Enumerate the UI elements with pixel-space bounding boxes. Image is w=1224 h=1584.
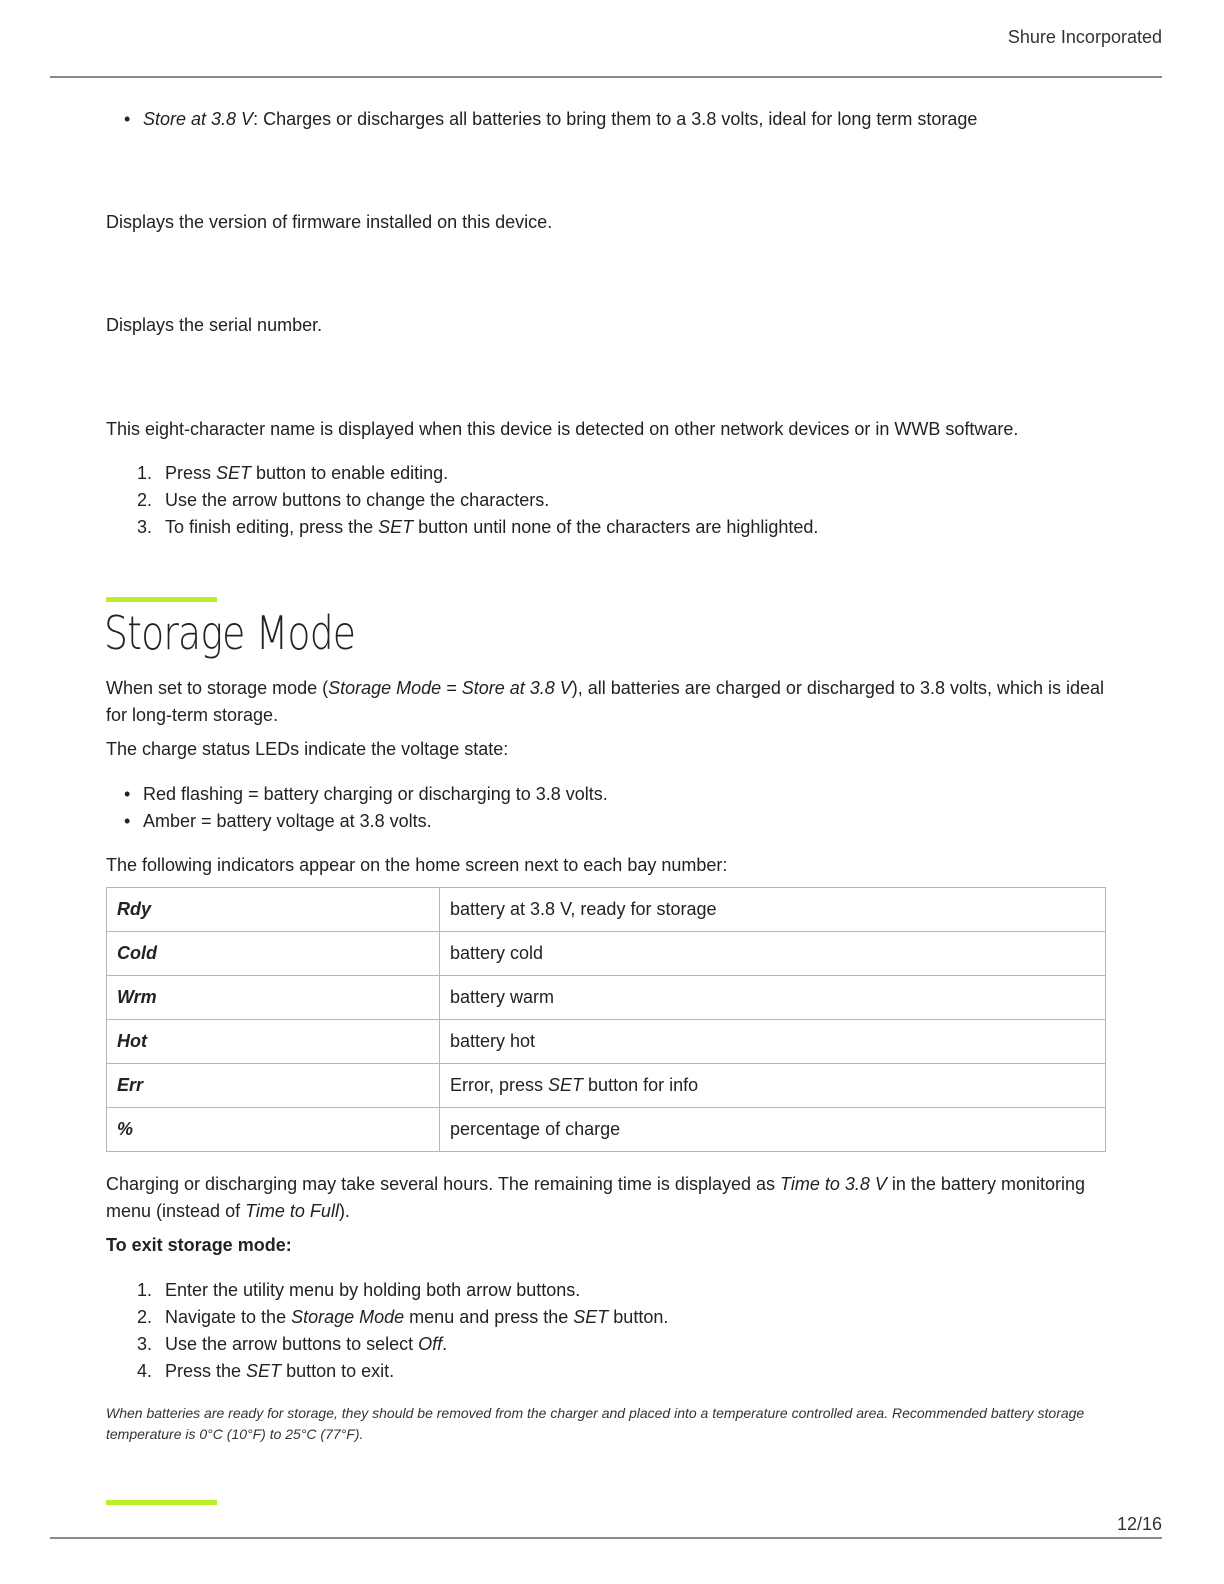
storage-option-term: Store at 3.8 V	[143, 109, 254, 129]
table-row: Err Error, press SET button for info	[107, 1064, 1106, 1108]
list-item: 3. Use the arrow buttons to select Off.	[137, 1334, 448, 1354]
storage-option-list	[124, 106, 978, 133]
bullet-icon: •	[124, 811, 131, 831]
list-item: 1. Enter the utility menu by holding both arrow buttons.	[137, 1280, 581, 1300]
device-name-description: This eight-character name is displayed when this device is detected on other network devices or in WWB software.	[106, 419, 1019, 439]
list-item: • Red flashing = battery charging or discharging to 3.8 volts.	[143, 781, 608, 808]
table-row: Wrm battery warm	[107, 976, 1106, 1020]
footer-divider	[50, 1537, 1162, 1539]
list-item: 1. Press SET button to enable editing.	[137, 463, 449, 483]
list-item: • Amber = battery voltage at 3.8 volts.	[143, 808, 608, 835]
indicators-table	[106, 887, 1106, 1152]
bullet-icon: •	[124, 109, 131, 129]
table-row: Hot battery hot	[107, 1020, 1106, 1064]
header-company-name: Shure Incorporated	[1007, 27, 1162, 47]
bullet-icon: •	[124, 784, 131, 804]
remaining-time-text: Charging or discharging may take several hours. The remaining time is displayed as Time to 3.8 V in the battery monitoring menu (instead of Time to Full).	[106, 1174, 1085, 1221]
led-bullet-list	[124, 781, 608, 835]
exit-steps	[137, 1277, 669, 1385]
list-item: 2. Use the arrow buttons to change the characters.	[137, 490, 550, 510]
serial-description: Displays the serial number.	[106, 315, 323, 335]
section-title: Storage Mode	[104, 606, 356, 660]
list-item	[124, 106, 978, 133]
led-intro: The charge status LEDs indicate the voltage state:	[106, 739, 509, 759]
firmware-description: Displays the version of firmware installed on this device.	[106, 212, 553, 232]
storage-option-desc: : Charges or discharges all batteries to bring them to a 3.8 volts, ideal for long term storage	[253, 109, 978, 129]
indicators-intro: The following indicators appear on the home screen next to each bay number:	[106, 855, 728, 875]
table-row: % percentage of charge	[107, 1108, 1106, 1152]
exit-heading: To exit storage mode:	[106, 1235, 292, 1255]
list-item: 3. To finish editing, press the SET button until none of the characters are highlighted.	[137, 517, 819, 537]
table-row: Cold battery cold	[107, 932, 1106, 976]
storage-note: When batteries are ready for storage, they should be removed from the charger and placed into a temperature controlled area. Recommended battery storage temperature is 0°C (10°F) to 25°C (77°F).	[106, 1405, 1085, 1442]
table-row: Rdy battery at 3.8 V, ready for storage	[107, 888, 1106, 932]
device-name-steps	[137, 460, 819, 541]
page-number: 12/16	[1116, 1514, 1162, 1534]
list-item: 4. Press the SET button to exit.	[137, 1361, 395, 1381]
section-accent-bar	[106, 597, 217, 602]
list-item: 2. Navigate to the Storage Mode menu and press the SET button.	[137, 1307, 669, 1327]
storage-intro: When set to storage mode (Storage Mode = Store at 3.8 V), all batteries are charged or discharged to 3.8 volts, which is ideal for long-term storage.	[106, 678, 1105, 725]
header-divider	[50, 76, 1162, 78]
footer-accent-bar	[106, 1500, 217, 1505]
